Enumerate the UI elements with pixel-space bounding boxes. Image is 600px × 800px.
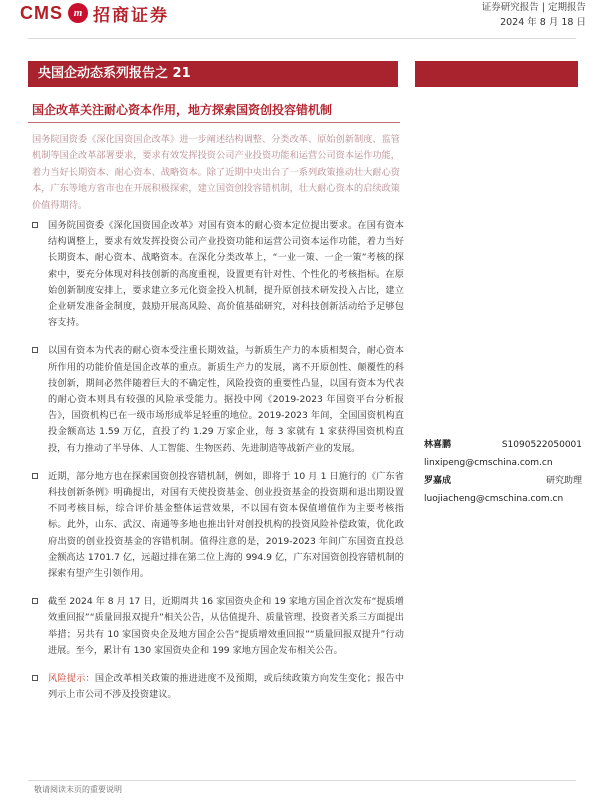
footer-divider bbox=[28, 780, 576, 781]
risk-warning bbox=[32, 671, 404, 703]
bullet-text: 近期，部分地方也在探索国资创投容错机制，例如，即将于 10 月 1 日施行的《广东省科技创新条例》明确提出，对国有天使投资基金、创业投资基金的投资期和退出期设置不同考核目标，综合评价基金整体运营效果，不以国有资本保值增值作为主要考核指标。此外，山东、武汉、南通等多地也推出针对创投机构的投资风险补偿政策，优化政府出资的创业投资基金的容错机制。值得注意的是，2019-2023 年间广东国资直投总金额高达 1701.7 亿，远超过排在第二位上海的 994.9 亿，广东对国资创投容错机制的探索有望产生引领作用。 bbox=[48, 470, 404, 580]
report-date: 2024 年 8 月 18 日 bbox=[500, 17, 586, 28]
series-title: 央国企动态系列报告之 21 bbox=[38, 66, 191, 81]
bullet-square-icon bbox=[32, 222, 38, 228]
header-meta bbox=[482, 0, 586, 30]
series-title-bar bbox=[28, 61, 398, 87]
bullet-list bbox=[32, 218, 404, 715]
bullet-text: 截至 2024 年 8 月 17 日，近期周共 16 家国资央企和 19 家地方国企首次发布“提质增效重回报”“质量回报双提升”相关公告，从估值提升、质量管理、投资者关系三方面提出举措；另共有 10 家国资央企及地方国企公告“提质增效重回报”“质量回报双提升”行动进展。至今，累计有 130 家国资央企和 199 家地方国企发布相关公告。 bbox=[48, 596, 404, 656]
bullet-item bbox=[32, 469, 404, 582]
bullet-text: 以国有资本为代表的耐心资本受注重长期效益，与新质生产力的本质相契合，耐心资本所作用的功能价值是国企改革的重点。新质生产力的发展，离不开原创性、颠覆性的科技创新，期间必然伴随着巨大的不确定性，风险投资的重要性凸显，以国有资本为代表的耐心资本则具有较强的风险承受能力。据投中网《2019-2023 年国资平台分析报告》，国资机构已在一级市场形成举足轻重的地位。2019-2023 年间，全国国资机构直投金额高达 1.59 万亿，直投了约 1.29 万家企业，每 3 家就有 1 家获得国资机构直投，有力推动了半导体、人工智能、生物医药、先进制造等战新产业的发展。 bbox=[48, 345, 404, 454]
bullet-square-icon bbox=[32, 347, 38, 353]
company-logo bbox=[20, 0, 169, 26]
author-name: 罗嘉成 bbox=[424, 476, 452, 486]
author-email[interactable]: linxipeng@cmschina.com.cn bbox=[424, 458, 553, 468]
bullet-square-icon bbox=[32, 675, 38, 681]
author-row bbox=[424, 472, 582, 490]
logo-mark-icon: m bbox=[68, 3, 88, 23]
author-panel bbox=[424, 436, 582, 508]
bullet-square-icon bbox=[32, 473, 38, 479]
footer-disclaimer: 敬请阅读末页的重要说明 bbox=[34, 785, 122, 794]
report-headline: 国企改革关注耐心资本作用，地方探索国资创投容错机制 bbox=[32, 103, 333, 117]
header-divider bbox=[28, 38, 576, 39]
author-email[interactable]: luojiacheng@cmschina.com.cn bbox=[424, 494, 564, 504]
author-name: 林喜鹏 bbox=[424, 440, 452, 450]
author-row bbox=[424, 436, 582, 454]
risk-label: 风险提示： bbox=[48, 673, 95, 685]
bullet-item bbox=[32, 218, 404, 331]
logo-cms-text: CMS bbox=[20, 2, 63, 23]
bullet-item bbox=[32, 594, 404, 659]
sidebar-title-bar bbox=[415, 61, 578, 87]
report-type: 证券研究报告 | 定期报告 bbox=[481, 2, 586, 13]
author-detail: S1090522050001 bbox=[501, 440, 582, 450]
bullet-item bbox=[32, 343, 404, 456]
bullet-square-icon bbox=[32, 598, 38, 604]
logo-company-name: 招商证券 bbox=[93, 5, 169, 26]
bullet-text: 国务院国资委《深化国资国企改革》对国有资本的耐心资本定位提出要求。在国有资本结构调整上，要求有效发挥投资公司产业投资功能和运营公司资本运作功能，着力当好长期资本、耐心资本、战略资本。在深化分类改革上，“一业一策、一企一策”考核的探索中，要充分体现对科技创新的高度重视，设置更有针对性、个性化的考核指标。在原始创新制度安排上，要求建立多元化资金投入机制，提升原创技术研发投入占比，建立企业研发准备金制度，鼓励开展高风险、高价值基础研究，对科技创新活动给予足够包容支持。 bbox=[48, 220, 404, 329]
author-detail: 研究助理 bbox=[545, 476, 582, 486]
headline-divider bbox=[28, 122, 400, 123]
risk-text: 国企改革相关政策的推进进度不及预期，或后续政策方向发生变化；报告中列示上市公司不涉及投资建议。 bbox=[48, 673, 405, 701]
page-header bbox=[0, 0, 600, 42]
report-abstract: 国务院国资委《深化国资国企改革》进一步阐述结构调整、分类改革、原始创新制度、监管机制等国企改革部署要求，要求有效发挥投资公司产业投资功能和运营公司资本运作功能，着力当好长期资本、耐心资本、战略资本。除了近期中央出台了一系列政策推动壮大耐心资本，广东等地方省市也在开展积极探索，建立国资创投容错机制，壮大耐心资本的启续政策价值得期待。 bbox=[32, 134, 400, 211]
